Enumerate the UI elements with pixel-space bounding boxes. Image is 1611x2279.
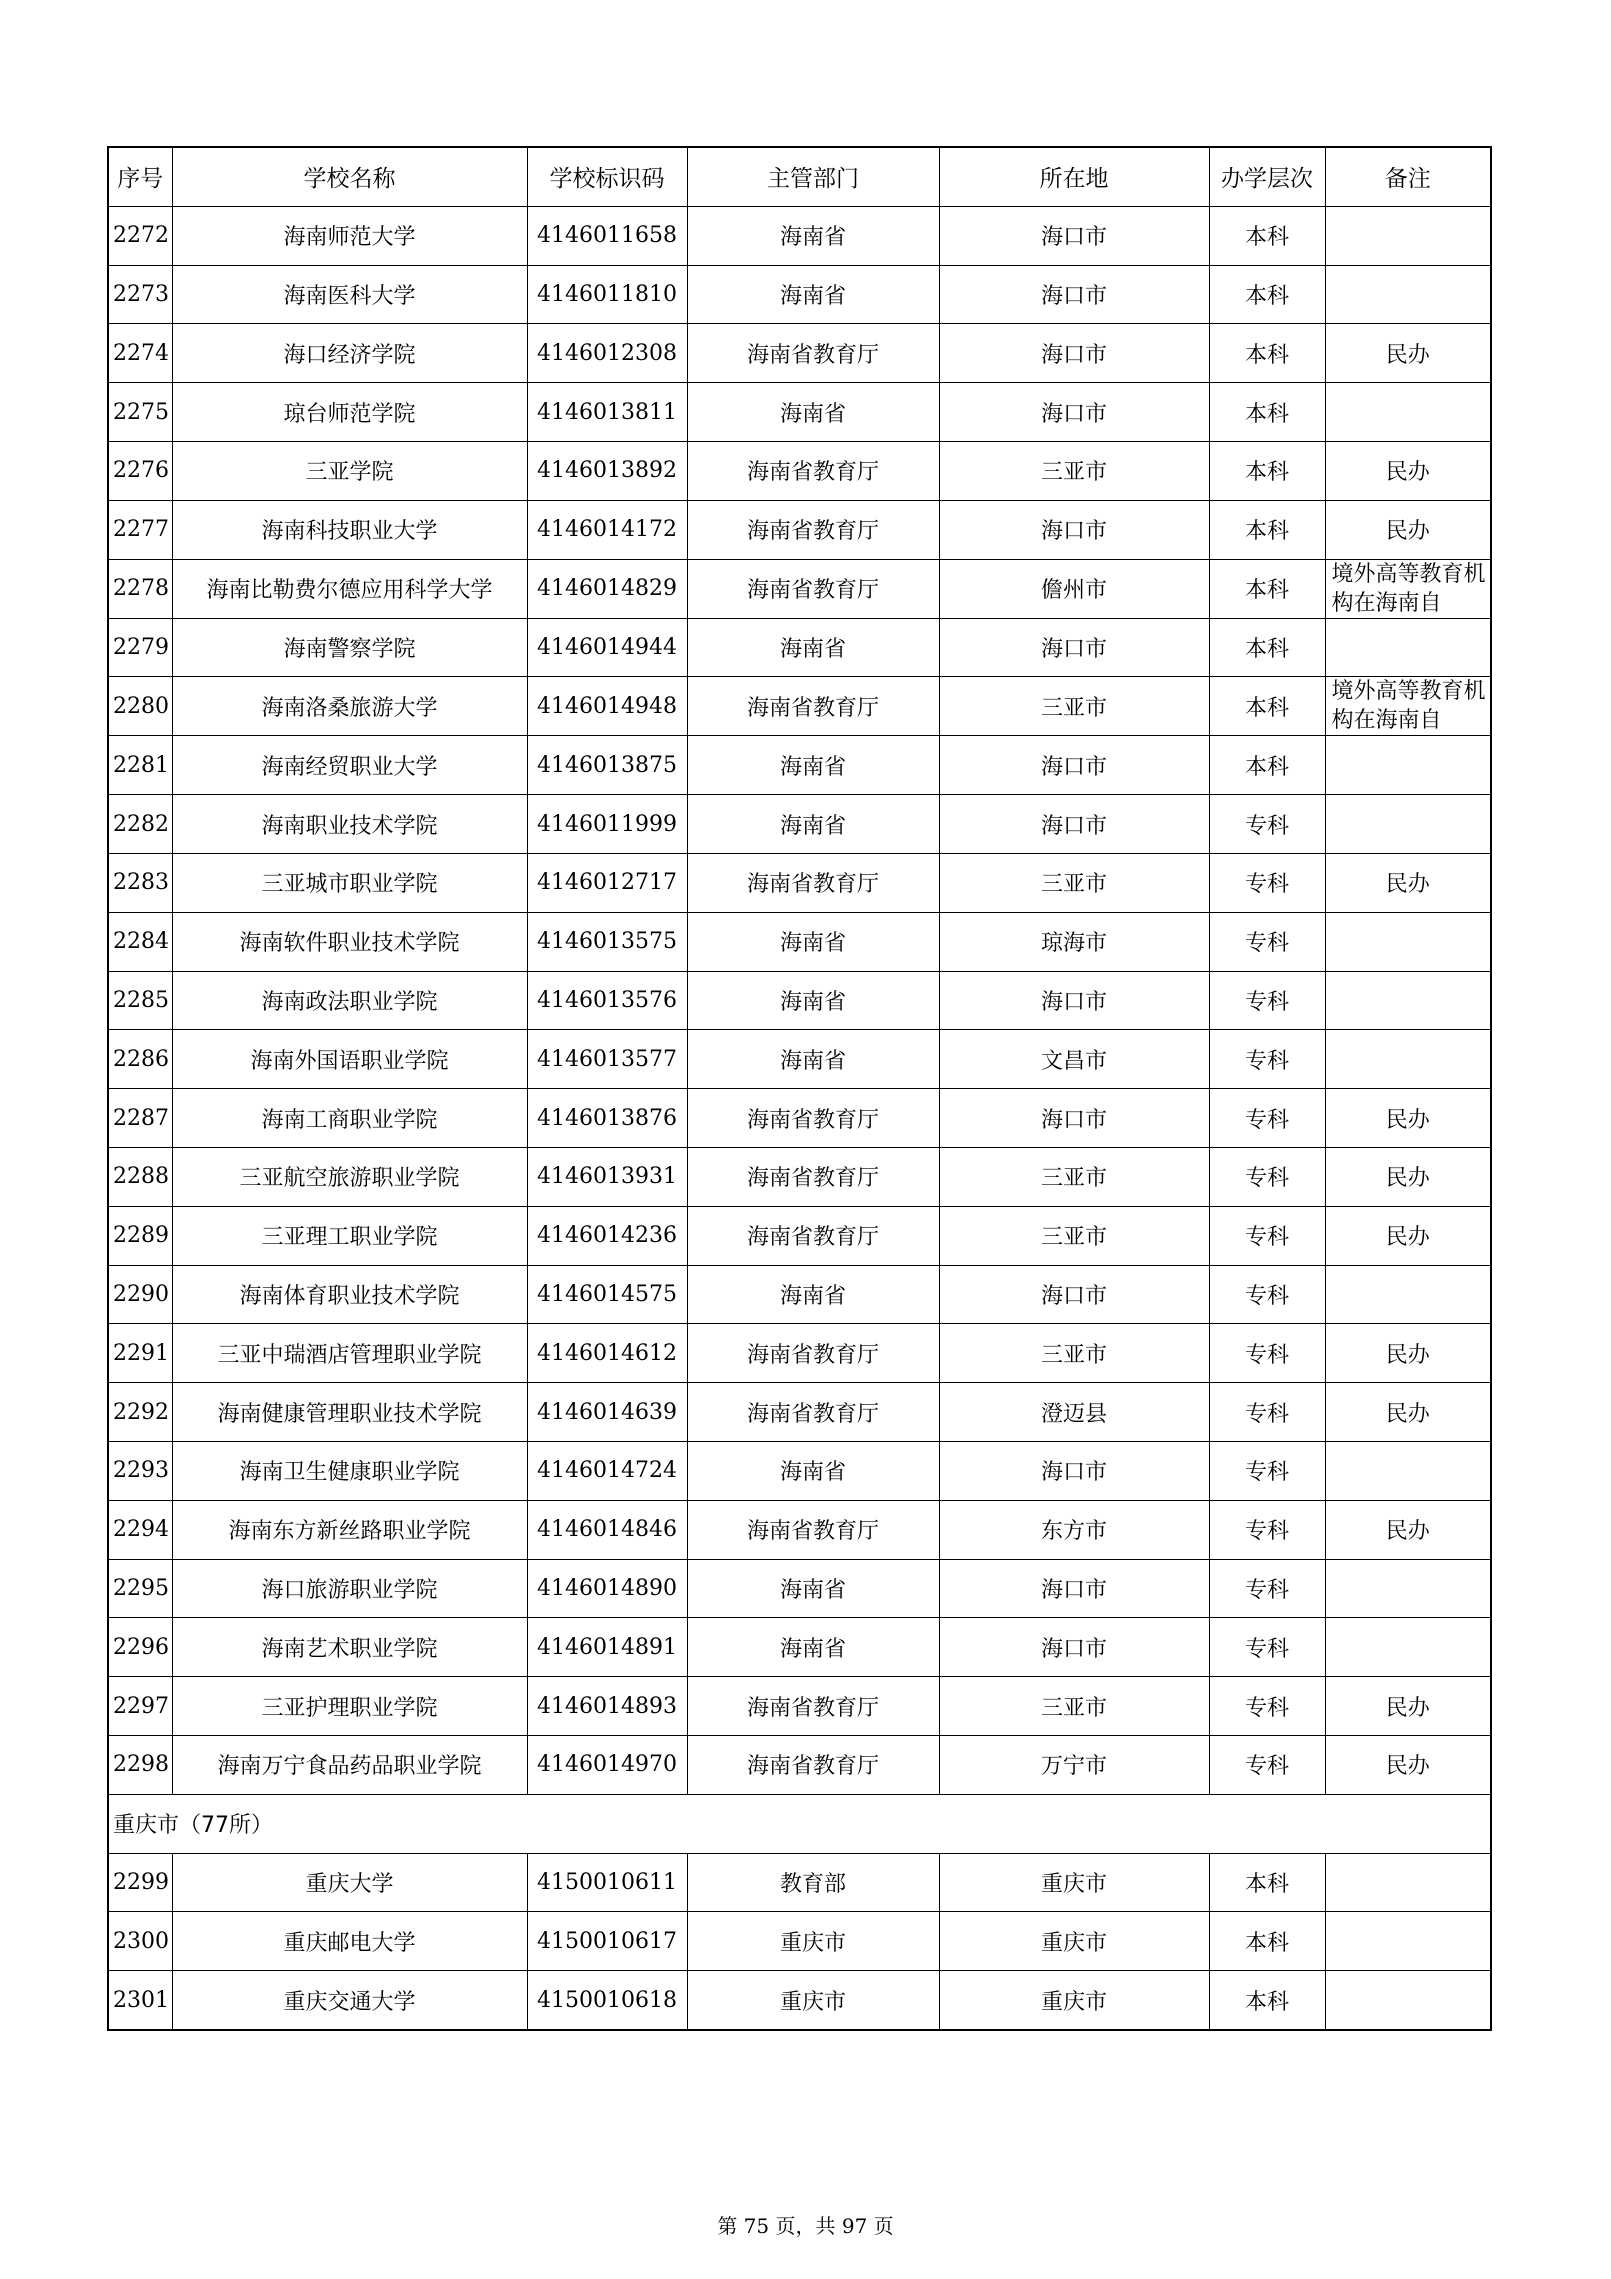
cell-note [1325, 1618, 1491, 1677]
cell-seq: 2279 [108, 618, 172, 677]
cell-school-code: 4146013931 [527, 1147, 687, 1206]
cell-level: 专科 [1209, 1089, 1325, 1148]
cell-location: 海口市 [939, 971, 1209, 1030]
cell-level: 专科 [1209, 1677, 1325, 1736]
cell-level: 专科 [1209, 1441, 1325, 1500]
cell-department: 海南省教育厅 [687, 1206, 939, 1265]
cell-note: 民办 [1325, 500, 1491, 559]
cell-level: 专科 [1209, 795, 1325, 854]
cell-school-code: 4146014944 [527, 618, 687, 677]
cell-note [1325, 265, 1491, 324]
cell-seq: 2283 [108, 853, 172, 912]
cell-seq: 2276 [108, 441, 172, 500]
cell-school-code: 4146014236 [527, 1206, 687, 1265]
cell-school-code: 4146012308 [527, 324, 687, 383]
cell-note: 民办 [1325, 1147, 1491, 1206]
cell-location: 海口市 [939, 265, 1209, 324]
cell-department: 海南省 [687, 1559, 939, 1618]
cell-level: 本科 [1209, 1971, 1325, 2030]
cell-school-name: 海南东方新丝路职业学院 [172, 1500, 527, 1559]
cell-school-name: 海南万宁食品药品职业学院 [172, 1735, 527, 1794]
cell-school-code: 4146014893 [527, 1677, 687, 1736]
cell-seq: 2280 [108, 677, 172, 736]
cell-seq: 2277 [108, 500, 172, 559]
cell-location: 东方市 [939, 1500, 1209, 1559]
cell-location: 海口市 [939, 383, 1209, 442]
cell-school-name: 海南科技职业大学 [172, 500, 527, 559]
table-row [108, 324, 1491, 383]
cell-location: 三亚市 [939, 1147, 1209, 1206]
cell-school-name: 海南软件职业技术学院 [172, 912, 527, 971]
cell-department: 海南省教育厅 [687, 1735, 939, 1794]
table-row [108, 1618, 1491, 1677]
table-row [108, 1265, 1491, 1324]
table-row [108, 1912, 1491, 1971]
cell-note [1325, 1559, 1491, 1618]
table-row [108, 1089, 1491, 1148]
cell-location: 澄迈县 [939, 1383, 1209, 1442]
cell-note [1325, 383, 1491, 442]
cell-department: 海南省 [687, 1265, 939, 1324]
cell-school-code: 4146011810 [527, 265, 687, 324]
cell-seq: 2274 [108, 324, 172, 383]
cell-location: 重庆市 [939, 1971, 1209, 2030]
cell-department: 海南省 [687, 1030, 939, 1089]
cell-location: 文昌市 [939, 1030, 1209, 1089]
cell-department: 海南省 [687, 265, 939, 324]
cell-school-code: 4146014575 [527, 1265, 687, 1324]
cell-level: 本科 [1209, 324, 1325, 383]
cell-department: 海南省教育厅 [687, 1147, 939, 1206]
cell-location: 海口市 [939, 324, 1209, 383]
table-header-row [108, 147, 1491, 206]
cell-level: 本科 [1209, 677, 1325, 736]
cell-location: 海口市 [939, 1441, 1209, 1500]
cell-school-name: 三亚航空旅游职业学院 [172, 1147, 527, 1206]
cell-location: 三亚市 [939, 1324, 1209, 1383]
cell-school-code: 4146014829 [527, 559, 687, 618]
cell-location: 海口市 [939, 1559, 1209, 1618]
cell-department: 重庆市 [687, 1912, 939, 1971]
cell-seq: 2286 [108, 1030, 172, 1089]
cell-level: 本科 [1209, 736, 1325, 795]
cell-level: 本科 [1209, 618, 1325, 677]
cell-location: 海口市 [939, 206, 1209, 265]
cell-school-name: 海南体育职业技术学院 [172, 1265, 527, 1324]
header-location: 所在地 [939, 147, 1209, 206]
cell-note: 民办 [1325, 1324, 1491, 1383]
table-row [108, 1677, 1491, 1736]
cell-level: 专科 [1209, 853, 1325, 912]
cell-note: 民办 [1325, 1383, 1491, 1442]
cell-school-name: 重庆邮电大学 [172, 1912, 527, 1971]
header-department: 主管部门 [687, 147, 939, 206]
cell-location: 海口市 [939, 500, 1209, 559]
cell-school-name: 海南经贸职业大学 [172, 736, 527, 795]
cell-seq: 2293 [108, 1441, 172, 1500]
cell-location: 海口市 [939, 736, 1209, 795]
section-row [108, 1794, 1491, 1853]
cell-school-name: 海南艺术职业学院 [172, 1618, 527, 1677]
cell-level: 专科 [1209, 1618, 1325, 1677]
cell-level: 专科 [1209, 1265, 1325, 1324]
school-list-table [107, 146, 1492, 2031]
cell-school-code: 4146011999 [527, 795, 687, 854]
section-label: 重庆市（77所） [108, 1794, 1491, 1853]
cell-school-name: 海南外国语职业学院 [172, 1030, 527, 1089]
cell-note [1325, 1265, 1491, 1324]
cell-seq: 2287 [108, 1089, 172, 1148]
cell-level: 专科 [1209, 1735, 1325, 1794]
cell-seq: 2285 [108, 971, 172, 1030]
cell-seq: 2294 [108, 1500, 172, 1559]
cell-seq: 2301 [108, 1971, 172, 2030]
cell-department: 海南省 [687, 971, 939, 1030]
cell-note [1325, 1853, 1491, 1912]
cell-note: 民办 [1325, 1089, 1491, 1148]
table-row [108, 1383, 1491, 1442]
cell-department: 海南省教育厅 [687, 1383, 939, 1442]
cell-location: 海口市 [939, 618, 1209, 677]
table-row [108, 1971, 1491, 2030]
cell-department: 海南省 [687, 206, 939, 265]
cell-location: 海口市 [939, 795, 1209, 854]
cell-location: 三亚市 [939, 853, 1209, 912]
cell-seq: 2289 [108, 1206, 172, 1265]
cell-school-code: 4146014891 [527, 1618, 687, 1677]
cell-note [1325, 736, 1491, 795]
note-text: 境外高等教育机构在海南自 [1331, 561, 1486, 616]
cell-school-code: 4146013892 [527, 441, 687, 500]
cell-level: 本科 [1209, 265, 1325, 324]
cell-department: 重庆市 [687, 1971, 939, 2030]
table-row [108, 500, 1491, 559]
cell-seq: 2298 [108, 1735, 172, 1794]
cell-seq: 2281 [108, 736, 172, 795]
cell-note [1325, 1441, 1491, 1500]
cell-school-code: 4146014612 [527, 1324, 687, 1383]
cell-school-code: 4146014846 [527, 1500, 687, 1559]
cell-note: 民办 [1325, 853, 1491, 912]
cell-department: 海南省教育厅 [687, 1089, 939, 1148]
table-row [108, 1147, 1491, 1206]
cell-level: 专科 [1209, 1559, 1325, 1618]
table-row [108, 441, 1491, 500]
cell-school-name: 海南工商职业学院 [172, 1089, 527, 1148]
cell-school-name: 海南师范大学 [172, 206, 527, 265]
table-row [108, 618, 1491, 677]
cell-note: 民办 [1325, 1735, 1491, 1794]
cell-school-code: 4146013576 [527, 971, 687, 1030]
header-school-code: 学校标识码 [527, 147, 687, 206]
cell-seq: 2292 [108, 1383, 172, 1442]
cell-department: 海南省教育厅 [687, 853, 939, 912]
cell-department: 海南省教育厅 [687, 1500, 939, 1559]
cell-school-name: 海南比勒费尔德应用科学大学 [172, 559, 527, 618]
header-note: 备注 [1325, 147, 1491, 206]
cell-seq: 2297 [108, 1677, 172, 1736]
cell-school-code: 4146013876 [527, 1089, 687, 1148]
cell-note [1325, 1912, 1491, 1971]
cell-school-name: 三亚护理职业学院 [172, 1677, 527, 1736]
cell-level: 本科 [1209, 1853, 1325, 1912]
cell-level: 本科 [1209, 383, 1325, 442]
cell-level: 专科 [1209, 1206, 1325, 1265]
cell-note [1325, 618, 1491, 677]
cell-school-code: 4146011658 [527, 206, 687, 265]
table-row [108, 1441, 1491, 1500]
cell-location: 三亚市 [939, 441, 1209, 500]
cell-school-code: 4146014970 [527, 1735, 687, 1794]
cell-school-code: 4150010611 [527, 1853, 687, 1912]
table-row [108, 795, 1491, 854]
cell-school-name: 重庆大学 [172, 1853, 527, 1912]
cell-school-name: 琼台师范学院 [172, 383, 527, 442]
cell-department: 海南省 [687, 795, 939, 854]
cell-school-code: 4146012717 [527, 853, 687, 912]
header-school-name: 学校名称 [172, 147, 527, 206]
cell-school-code: 4146014890 [527, 1559, 687, 1618]
cell-level: 专科 [1209, 1383, 1325, 1442]
cell-location: 海口市 [939, 1265, 1209, 1324]
cell-level: 本科 [1209, 206, 1325, 265]
cell-level: 本科 [1209, 559, 1325, 618]
cell-level: 专科 [1209, 912, 1325, 971]
cell-location: 万宁市 [939, 1735, 1209, 1794]
cell-department: 海南省 [687, 1441, 939, 1500]
table-row [108, 383, 1491, 442]
cell-location: 三亚市 [939, 1206, 1209, 1265]
page-footer: 第 75 页，共 97 页 [717, 2214, 894, 2238]
table-row [108, 265, 1491, 324]
cell-note [1325, 1971, 1491, 2030]
cell-level: 本科 [1209, 441, 1325, 500]
cell-location: 重庆市 [939, 1853, 1209, 1912]
cell-seq: 2275 [108, 383, 172, 442]
table-row [108, 206, 1491, 265]
cell-note [1325, 1030, 1491, 1089]
cell-department: 海南省教育厅 [687, 677, 939, 736]
cell-location: 儋州市 [939, 559, 1209, 618]
cell-note [1325, 912, 1491, 971]
cell-note: 民办 [1325, 1500, 1491, 1559]
cell-seq: 2282 [108, 795, 172, 854]
cell-seq: 2273 [108, 265, 172, 324]
cell-school-name: 海口经济学院 [172, 324, 527, 383]
table-row [108, 1853, 1491, 1912]
school-list-table-container [107, 146, 1492, 2031]
cell-seq: 2295 [108, 1559, 172, 1618]
cell-school-name: 海南警察学院 [172, 618, 527, 677]
cell-seq: 2288 [108, 1147, 172, 1206]
cell-seq: 2300 [108, 1912, 172, 1971]
cell-location: 三亚市 [939, 677, 1209, 736]
cell-school-code: 4146013875 [527, 736, 687, 795]
cell-department: 海南省教育厅 [687, 1324, 939, 1383]
cell-level: 专科 [1209, 1324, 1325, 1383]
cell-school-name: 三亚城市职业学院 [172, 853, 527, 912]
cell-level: 专科 [1209, 1147, 1325, 1206]
table-row [108, 912, 1491, 971]
cell-seq: 2278 [108, 559, 172, 618]
table-row [108, 1559, 1491, 1618]
cell-school-code: 4146013577 [527, 1030, 687, 1089]
cell-school-code: 4146014172 [527, 500, 687, 559]
cell-department: 海南省 [687, 736, 939, 795]
cell-note [1325, 677, 1491, 736]
cell-school-name: 重庆交通大学 [172, 1971, 527, 2030]
table-row [108, 1030, 1491, 1089]
cell-department: 海南省教育厅 [687, 324, 939, 383]
cell-school-name: 三亚理工职业学院 [172, 1206, 527, 1265]
cell-seq: 2296 [108, 1618, 172, 1677]
cell-school-code: 4146013811 [527, 383, 687, 442]
cell-seq: 2272 [108, 206, 172, 265]
cell-school-name: 海南政法职业学院 [172, 971, 527, 1030]
table-row [108, 677, 1491, 736]
cell-school-code: 4146013575 [527, 912, 687, 971]
cell-level: 专科 [1209, 1500, 1325, 1559]
cell-school-name: 海南医科大学 [172, 265, 527, 324]
cell-level: 本科 [1209, 500, 1325, 559]
cell-department: 海南省 [687, 618, 939, 677]
table-row [108, 853, 1491, 912]
cell-note [1325, 559, 1491, 618]
table-row [108, 559, 1491, 618]
cell-department: 海南省教育厅 [687, 559, 939, 618]
table-row [108, 1735, 1491, 1794]
cell-note: 民办 [1325, 1677, 1491, 1736]
cell-location: 海口市 [939, 1089, 1209, 1148]
cell-school-code: 4146014639 [527, 1383, 687, 1442]
cell-level: 本科 [1209, 1912, 1325, 1971]
note-text: 境外高等教育机构在海南自 [1331, 679, 1486, 734]
cell-department: 海南省教育厅 [687, 441, 939, 500]
table-row [108, 1206, 1491, 1265]
cell-department: 海南省教育厅 [687, 500, 939, 559]
cell-department: 海南省教育厅 [687, 1677, 939, 1736]
cell-seq: 2299 [108, 1853, 172, 1912]
cell-level: 专科 [1209, 1030, 1325, 1089]
cell-school-name: 海南卫生健康职业学院 [172, 1441, 527, 1500]
cell-school-name: 海南职业技术学院 [172, 795, 527, 854]
cell-note [1325, 206, 1491, 265]
table-row [108, 1500, 1491, 1559]
cell-seq: 2291 [108, 1324, 172, 1383]
cell-location: 重庆市 [939, 1912, 1209, 1971]
header-seq: 序号 [108, 147, 172, 206]
cell-department: 海南省 [687, 1618, 939, 1677]
cell-school-name: 海南洛桑旅游大学 [172, 677, 527, 736]
cell-school-name: 三亚学院 [172, 441, 527, 500]
cell-school-name: 海口旅游职业学院 [172, 1559, 527, 1618]
cell-seq: 2290 [108, 1265, 172, 1324]
cell-location: 海口市 [939, 1618, 1209, 1677]
cell-note: 民办 [1325, 324, 1491, 383]
table-row [108, 736, 1491, 795]
cell-school-code: 4150010618 [527, 1971, 687, 2030]
cell-school-code: 4150010617 [527, 1912, 687, 1971]
cell-location: 三亚市 [939, 1677, 1209, 1736]
cell-note [1325, 971, 1491, 1030]
cell-department: 海南省 [687, 912, 939, 971]
cell-school-code: 4146014724 [527, 1441, 687, 1500]
table-row [108, 971, 1491, 1030]
table-row [108, 1324, 1491, 1383]
header-level: 办学层次 [1209, 147, 1325, 206]
cell-level: 专科 [1209, 971, 1325, 1030]
cell-department: 教育部 [687, 1853, 939, 1912]
cell-note: 民办 [1325, 1206, 1491, 1265]
cell-note: 民办 [1325, 441, 1491, 500]
cell-note [1325, 795, 1491, 854]
cell-department: 海南省 [687, 383, 939, 442]
cell-school-name: 三亚中瑞酒店管理职业学院 [172, 1324, 527, 1383]
cell-school-name: 海南健康管理职业技术学院 [172, 1383, 527, 1442]
cell-location: 琼海市 [939, 912, 1209, 971]
cell-seq: 2284 [108, 912, 172, 971]
cell-school-code: 4146014948 [527, 677, 687, 736]
